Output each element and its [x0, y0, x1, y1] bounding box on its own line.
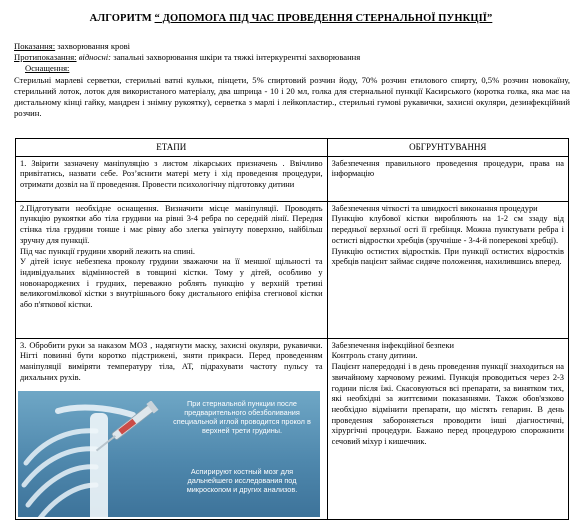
stage-cell: [16, 201, 328, 338]
header-rationale: ОБГРУНТУВАННЯ: [327, 139, 568, 157]
illustration-caption-1: При стернальной пункции после предварительного обезболивания специальной иглой проводится прокол в верхней трети грудины.: [173, 398, 311, 435]
illustration-caption-2: Аспирируют костный мозг для дальнейшего исследования под микроскопом и других анализов.: [186, 466, 298, 494]
indications-line: [14, 41, 570, 52]
contraindications-label: Протипоказання:: [14, 52, 77, 63]
sternal-puncture-illustration: [18, 391, 320, 517]
table-row: [16, 156, 569, 201]
algorithm-table: [15, 138, 569, 520]
equipment-text: Стерильні марлеві серветки, стерильні ватні кульки, пінцети, 5% спиртовий розчин йоду, 70% розчин етилового спирту, 0,5% розчин новокаїну, стерильний лоток, лоток для використаного матеріалу, два шприца - 10 і 20 мл, голка для стернальної пункції Касирського (коротка голка, яка має на дистальному кінці гайку, мандрен і знімну рукоятку), серветка з марлі і лейкопластир., стерильні гумові рукавички, захисні окуляри, дезинфекційний розчин.: [14, 74, 570, 119]
reason-cell: [327, 338, 568, 519]
contraindications-line: [14, 52, 570, 63]
equipment-heading: [14, 63, 570, 74]
reason-paragraph: Пункцію остистих відростків. При пункції остистих відростків хребців пацієнт займає сидяче положення, нахилившись вперед.: [331, 246, 564, 267]
table-row: [16, 201, 569, 338]
stage-cell: [16, 338, 328, 519]
stage-paragraph: У дітей існує небезпека проколу грудини зважаючи на її меншої щільності та індивідуальних відмінностей в товщині кістки. Тому у дітей, особливо у новонароджених і грудних, переважно роблять пункцію у верхній третині великогомілкової кістки з внутрішнього боку дистального епіфіза стегнової кістки або п'яткової кістки.: [20, 257, 323, 310]
contraindications-italic: відносні:: [76, 52, 112, 63]
title-main: “ ДОПОМОГА ПІД ЧАС ПРОВЕДЕННЯ СТЕРНАЛЬНОЇ ПУНКЦІЇ”: [154, 13, 493, 24]
reason-paragraph: Пацієнт напередодні і в день проведення пункції знаходиться на звичайному харчовому режимі. Пункція проводиться через 2-3 години після їжі. Скасовуються всі препарати, за винятком тих, які необхідні за життєвими показаннями. Також обов'язково необхідно відмінити препарати, що містять гепарин. В день проведення забороняється проводити інші діагностичні, хірургічні процедури. Бажано перед процедурою спорожнити сечовий міхур і кишечник.: [331, 362, 564, 447]
title-prefix: АЛГОРИТМ: [89, 13, 152, 24]
stage-paragraph: Під час пункції грудини хворий лежить на спині.: [20, 246, 196, 256]
ribcage-icon: [18, 401, 168, 517]
reason-paragraph: Забезпечення чіткості та швидкості виконання процедури: [331, 203, 538, 213]
reason-paragraph: Контроль стану дитини.: [331, 351, 418, 361]
stage-cell: 1. Звірити зазначену маніпуляцію з листом лікарських призначень . Ввічливо привітатись, назвати себе. Роз’яснити матері мету і хід проведення процедури, отримати дозвіл на її проведення. Провести психологічну підготовку дитини: [16, 156, 328, 201]
table-header-row: [16, 139, 569, 157]
header-stages: ЕТАПИ: [16, 139, 328, 157]
meta-block: [14, 41, 570, 119]
reason-paragraph: Забезпечення інфекційної безпеки: [331, 340, 455, 350]
contraindications-text: запальні захворювання шкіри та тяжкі інтеркурентні захворювання: [111, 52, 361, 63]
stage-paragraph: 3. Обробити руки за наказом МОЗ , надягнути маску, захисні окуляри, рукавички. Нігті повинні бути коротко підстрижені, зняти прикраси. Перед проведенням маніпуляції виміряти температуру тіла, АТ, підрахувати частоту пульсу та дихальних рухів.: [20, 340, 323, 382]
table-row: [16, 338, 569, 519]
indications-label: Показання:: [14, 41, 56, 51]
reason-cell: [327, 201, 568, 338]
reason-paragraph: Пункцію клубової кістки виробляють на 1-2 см ззаду від передньої верхньої ості її гребінця. Можна пунктувати ребра і остисті відростки хребців (зручніше - 3-4-й поперекові хребці).: [331, 214, 564, 245]
equipment-label: Оснащення:: [25, 63, 70, 74]
page-title: [0, 13, 582, 24]
indications-text: захворювання крові: [55, 41, 131, 51]
stage-paragraph: 2.Підготувати необхідне оснащення. Визначити місце маніпуляції. Проводять пункцію рукоятки або тіла грудини на рівні 3-4 ребра по середній лінії. Передня стінка тіла грудини тонше і має рівну або злегка увігнуту поверхню, найбільш зручну для пункції.: [20, 203, 323, 245]
reason-cell: Забезпечення правильного проведення процедури, права на інформацію: [327, 156, 568, 201]
